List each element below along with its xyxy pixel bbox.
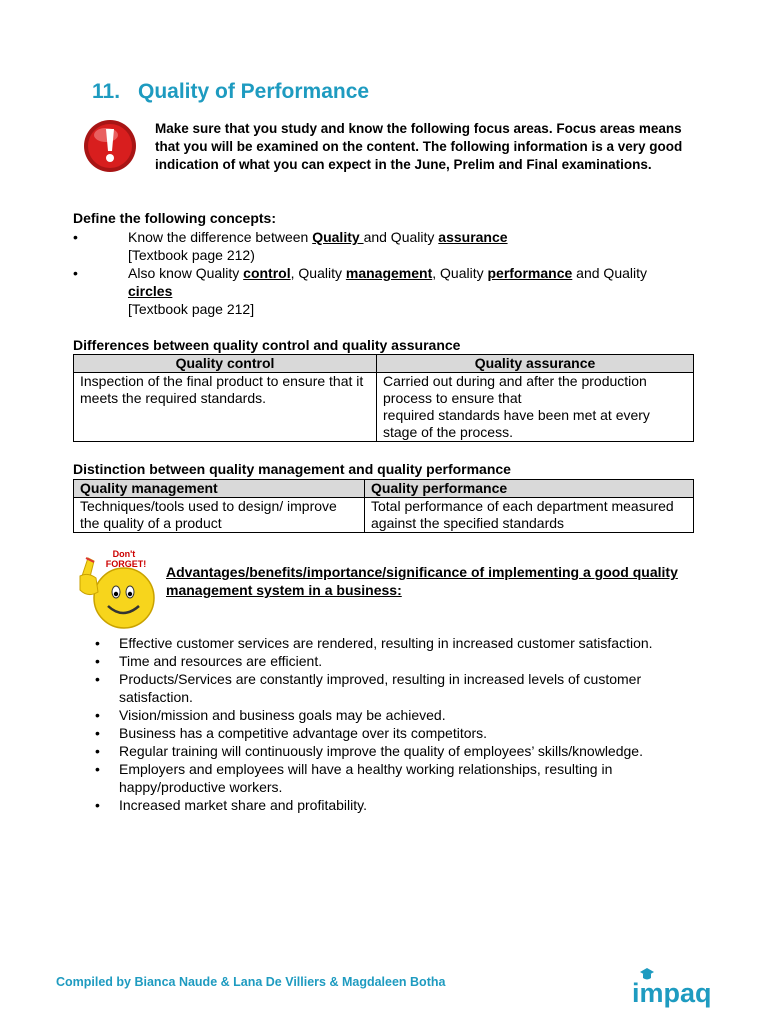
- list-item: • Increased market share and profitability.: [95, 796, 705, 814]
- term-control: control: [243, 265, 291, 281]
- term-assurance: assurance: [438, 229, 508, 245]
- textbook-reference: [Textbook page 212): [128, 247, 255, 263]
- table-header: Quality assurance: [377, 355, 694, 373]
- table-cell: Techniques/tools used to design/ improve the quality of a product: [74, 498, 365, 533]
- list-item: • Also know Quality control, Quality management, Quality performance and Quality circles [Textbook page 212]: [73, 265, 648, 317]
- term-quality: Quality: [312, 229, 364, 245]
- badge-line1: Don't: [112, 549, 136, 559]
- list-item: • Know the difference between Quality and Quality assurance [Textbook page 212): [73, 229, 508, 263]
- table-header: Quality control: [74, 355, 377, 373]
- define-concepts-title: Define the following concepts:: [73, 210, 277, 226]
- table-header: Quality performance: [365, 480, 694, 498]
- list-item: • Employers and employees will have a healthy working relationships, resulting in happy/productive workers.: [95, 760, 705, 796]
- list-item: • Business has a competitive advantage over its competitors.: [95, 724, 705, 742]
- list-item: • Vision/mission and business goals may be achieved.: [95, 706, 705, 724]
- logo-text: impaq: [632, 978, 712, 1008]
- exclamation-warning-icon: [82, 118, 138, 174]
- list-item: • Effective customer services are rendered, resulting in increased customer satisfaction.: [95, 634, 705, 652]
- intro-paragraph: Make sure that you study and know the following focus areas. Focus areas means that you will be examined on the content. The following information is a very good indication of what you can expect in the June, Prelim and Final examinations.: [155, 121, 683, 172]
- textbook-reference: [Textbook page 212]: [128, 301, 255, 317]
- badge-line2: FORGET!: [105, 559, 147, 569]
- list-item: • Time and resources are efficient.: [95, 652, 705, 670]
- term-performance: performance: [487, 265, 573, 281]
- advantages-title: Advantages/benefits/importance/significance of implementing a good quality management system in a business:: [166, 564, 678, 598]
- term-circles: circles: [128, 283, 173, 299]
- quality-control-vs-assurance-table: [73, 354, 694, 442]
- table-header: Quality management: [74, 480, 365, 498]
- section-number: 11.: [92, 80, 121, 103]
- footer-credits: Compiled by Bianca Naude & Lana De Villiers & Magdaleen Botha: [56, 975, 446, 989]
- table-cell: Carried out during and after the production process to ensure that required standards have been met at every stage of the process.: [377, 373, 694, 442]
- impaq-logo: [630, 966, 722, 1010]
- table1-title: Differences between quality control and quality assurance: [73, 337, 461, 353]
- table2-title: Distinction between quality management and quality performance: [73, 461, 511, 477]
- dont-forget-smiley-icon: [72, 546, 160, 630]
- bullet: •: [73, 265, 78, 281]
- list-item: • Products/Services are constantly improved, resulting in increased levels of customer satisfaction.: [95, 670, 705, 706]
- section-title: Quality of Performance: [138, 80, 370, 103]
- advantages-list: [95, 634, 705, 814]
- term-management: management: [345, 265, 433, 281]
- section-heading: [92, 80, 369, 104]
- table-cell: Inspection of the final product to ensure that it meets the required standards.: [74, 373, 377, 442]
- quality-management-vs-performance-table: [73, 479, 694, 533]
- list-item: • Regular training will continuously improve the quality of employees’ skills/knowledge.: [95, 742, 705, 760]
- bullet: •: [73, 229, 78, 245]
- table-cell: Total performance of each department measured against the specified standards: [365, 498, 694, 533]
